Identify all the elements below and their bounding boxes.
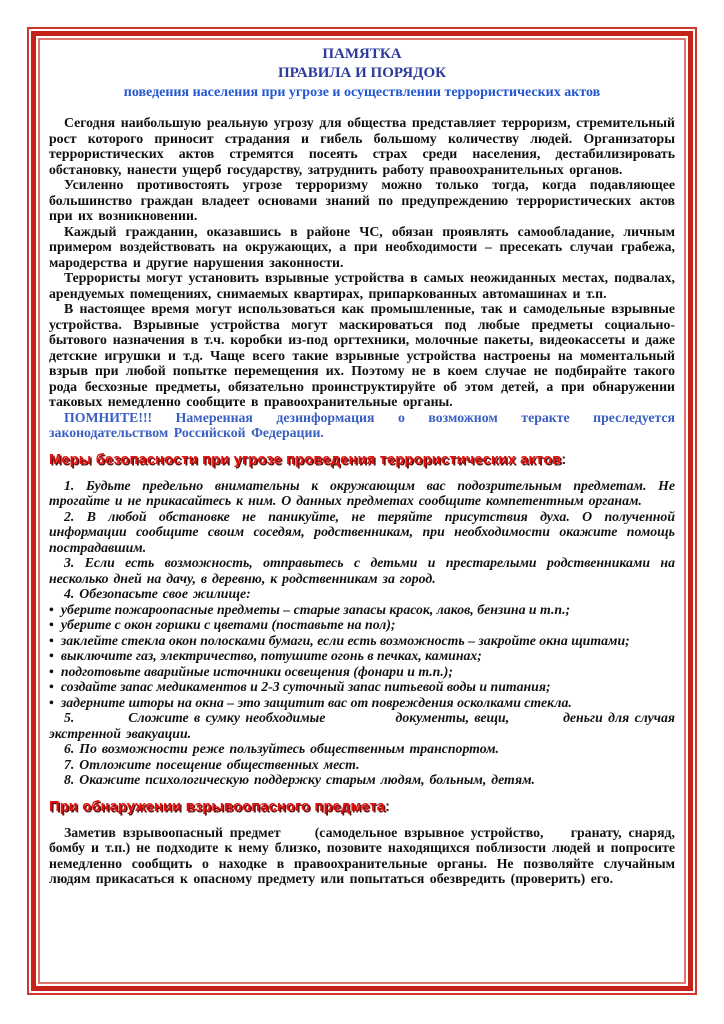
bullet-item: [49, 633, 675, 649]
intro-paragraph-1: Сегодня наибольшую реальную угрозу для общества представляет терроризм, стремительный рост которого приносит страдания и гибель большому количеству людей. Организаторы террористических актов стремятся посеять страх среди населения, дестабилизировать обстановку, нанести ущерб государству, затруднить работу правоохранительных органов.: [49, 115, 675, 177]
bullet-icon: •: [49, 648, 54, 663]
bullet-text: создайте запас медикаментов и 2-3 суточный запас питьевой воды и питания;: [60, 679, 551, 694]
section-heading-text: Меры безопасности при угрозе проведения террористических актов: [49, 451, 562, 468]
bullet-item: [49, 679, 675, 695]
numbered-item-3: 3. Если есть возможность, отправьтесь с детьми и престарелыми родственниками на несколько дней на дачу, в деревню, к родственникам за город.: [49, 555, 675, 586]
numbered-item-4: 4. Обезопасьте свое жилище:: [64, 586, 251, 601]
bullet-icon: •: [49, 694, 54, 710]
decorative-border-mid: [31, 31, 693, 991]
bullet-text: задерните шторы на окна – это защитит вас от повреждения осколками стекла.: [60, 694, 572, 710]
decorative-border-outer: [27, 27, 697, 995]
numbered-item-1: 1. Будьте предельно внимательны к окружающим вас подозрительным предметам. Не трогайте и не прикасайтесь к ним. О данных предметах сообщите компетентным органам.: [49, 477, 675, 508]
page-subtitle: поведения населения при угрозе и осуществлении террористических актов: [123, 85, 601, 100]
page-title: ПАМЯТКА: [322, 46, 402, 62]
bullet-text: выключите газ, электричество, потушите огонь в печках, каминах;: [60, 648, 482, 663]
page-title-line2: ПРАВИЛА И ПОРЯДОК: [277, 65, 447, 81]
numbered-item-6: 6. По возможности реже пользуйтесь общественным транспортом.: [64, 741, 499, 756]
bullet-text: подготовьте аварийные источники освещения (фонари и т.п.);: [60, 663, 453, 679]
section-heading-text: При обнаружении взрывоопасного предмета: [49, 798, 386, 815]
numbered-item-8: 8. Окажите психологическую поддержку старым людям, больным, детям.: [64, 772, 535, 787]
bullet-icon: •: [49, 663, 54, 679]
closing-paragraph: Заметив взрывоопасный предмет (самодельное взрывное устройство, гранату, снаряд, бомбу и т.п.) не подходите к нему близко, позовите находящихся поблизости людей и попросите немедленно сообщить о находке в правоохранительные органы. Не позволяйте случайным людям прикасаться к опасному предмету или попытаться обезвредить (проверить) его.: [49, 824, 681, 886]
bullet-item: [49, 664, 675, 680]
intro-paragraph-3: Каждый гражданин, оказавшись в районе ЧС, обязан проявлять самообладание, личным примером воздействовать на окружающих, а при необходимости – пресекать случаи грабежа, мародерства и другие нарушения законности.: [49, 223, 675, 270]
numbered-item-7: 7. Отложите посещение общественных мест.: [64, 756, 360, 772]
bullet-icon: •: [49, 632, 54, 648]
intro-paragraph-2: Усиленно противостоять угрозе терроризму можно только тогда, когда подавляющее большинство граждан владеет основами знаний по предупреждению террористических актов при их возникновении.: [49, 177, 675, 223]
section-heading-colon: :: [561, 451, 567, 468]
bullet-icon: •: [49, 617, 54, 632]
section-heading-colon: :: [385, 798, 391, 815]
document-content: [38, 38, 686, 984]
bullet-item: [49, 648, 675, 664]
section-heading-safety-measures: [49, 452, 675, 469]
numbered-item-2: 2. В любой обстановке не паникуйте, не теряйте присутствия духа. О полученной информации сообщите своим соседям, родственникам, при необходимости окажите помощь пострадавшим.: [49, 508, 675, 555]
bullet-item: [49, 617, 675, 633]
bullet-text: заклейте стекла окон полосками бумаги, если есть возможность – закройте окна щитами;: [60, 632, 630, 648]
bullet-text: уберите пожароопасные предметы – старые запасы красок, лаков, бензина и т.п.;: [60, 601, 571, 617]
bullet-text: уберите с окон горшки с цветами (поставьте на пол);: [60, 617, 396, 632]
intro-paragraph-4: Террористы могут установить взрывные устройства в самых неожиданных местах, подвалах, арендуемых помещениях, снимаемых квартирах, припаркованных автомашинах и т.п.: [49, 270, 675, 301]
section-heading-explosive-object: [49, 799, 675, 816]
title-block: [49, 45, 675, 102]
bullet-icon: •: [49, 601, 54, 617]
numbered-item-5: 5. Сложите в сумку необходимые документы, вещи, деньги для случая экстренной эвакуации.: [49, 710, 680, 741]
intro-paragraph-5: В настоящее время могут использоваться как промышленные, так и самодельные взрывные устройства. Взрывные устройства могут маскироваться под любые предметы социально-бытового назначения в т.ч. коробки из-под оргтехники, молочные пакеты, видеокассеты и даже детские игрушки и т.д. Чаще всего такие взрывные устройства настроены на моментальный взрыв при любой попытке перемещения их. Поэтому не в коем случае не подбирайте такого рода бесхозные предметы, обязательно проинструктируйте об этом детей, а при обнаружении таковых немедленно сообщите в правоохранительные органы.: [49, 301, 675, 409]
bullet-item: [49, 602, 675, 618]
legal-notice: ПОМНИТЕ!!! Намеренная дезинформация о возможном теракте преследуется законодательством Российской Федерации.: [49, 409, 675, 440]
bullet-item: [49, 695, 675, 711]
bullet-icon: •: [49, 679, 54, 694]
